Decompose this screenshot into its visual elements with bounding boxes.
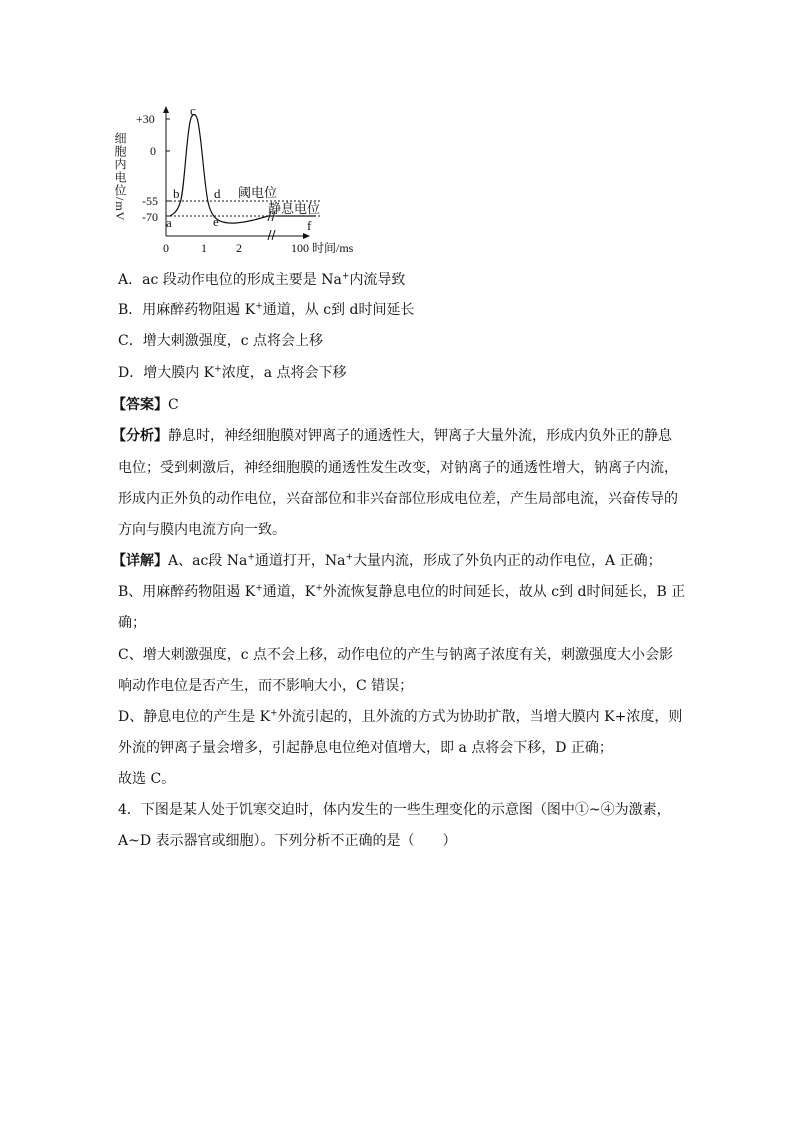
option-text: 浓度，a 点将会下移 xyxy=(221,365,347,381)
action-potential-figure xyxy=(108,102,354,262)
superscript: + xyxy=(247,552,255,563)
detail-text: D、静息电位的产生是 K xyxy=(118,709,271,725)
ytick-label: +30 xyxy=(136,112,155,126)
answer-tag: 【答案】 xyxy=(112,397,168,413)
question-4-line-1: 4．下图是某人处于饥寒交迫时，体内发生的一些生理变化的示意图（图中①~④为激素， xyxy=(118,802,671,818)
superscript: + xyxy=(270,708,278,719)
detail-line-d1 xyxy=(118,707,698,727)
option-letter: D． xyxy=(118,365,144,381)
detail-text: 大量内流，形成了外负内正的动作电位，A 正确； xyxy=(353,553,662,569)
axis-break-mark xyxy=(272,230,275,240)
superscript: + xyxy=(345,552,354,563)
detail-text: A、ac段 Na xyxy=(168,553,248,569)
point-label-d: d xyxy=(214,186,221,201)
xtick-label: 100 xyxy=(291,241,309,255)
option-text: 增大膜内 K xyxy=(143,365,215,381)
superscript: + xyxy=(255,301,263,312)
superscript: + xyxy=(255,583,263,594)
y-axis-label: 细胞内电位/mV xyxy=(113,132,127,222)
detail-line-c1: C、增大刺激强度，c 点不会上移，动作电位的产生与钠离子浓度有关，刺激强度大小会影 xyxy=(118,647,674,663)
superscript: + xyxy=(315,583,323,594)
option-text: ac 段动作电位的形成主要是 Na xyxy=(142,272,342,288)
option-text: 内流导致 xyxy=(349,272,406,288)
analysis-line-2: 电位；受到刺激后，神经细胞膜的通透性发生改变，对钠离子的通透性增大，钠离子内流， xyxy=(118,460,678,476)
superscript: + xyxy=(214,364,222,375)
threshold-label: 阈电位 xyxy=(238,185,278,200)
point-label-e: e xyxy=(213,214,219,229)
detail-line-a xyxy=(112,551,692,571)
option-text: 增大刺激强度，c 点将会上移 xyxy=(142,333,324,349)
question-4-line-2: A~D 表示器官或细胞）。下列分析不正确的是（ ） xyxy=(118,833,457,849)
ytick-label: 0 xyxy=(150,144,156,158)
analysis-line-4: 方向与膜内电流方向一致。 xyxy=(118,522,286,538)
point-label-f: f xyxy=(307,218,312,233)
ytick-label: -55 xyxy=(142,194,158,208)
axis-break-mark xyxy=(268,230,271,240)
detail-conclusion: 故选 C。 xyxy=(118,771,176,787)
detail-line-b-cont: 确； xyxy=(118,615,146,631)
answer-line xyxy=(112,395,692,415)
option-b xyxy=(118,300,698,320)
option-text: 通道，从 c到 d时间延长 xyxy=(262,302,415,318)
detail-line-b xyxy=(118,582,698,602)
detail-text: 外流恢复静息电位的时间延长，故从 c到 d时间延长，B 正 xyxy=(322,584,686,600)
option-letter: B． xyxy=(118,302,143,318)
analysis-text: 静息时，神经细胞膜对钾离子的通透性大，钾离子大量外流，形成内负外正的静息 xyxy=(168,428,672,444)
detail-text: B、用麻醉药物阻遏 K xyxy=(118,584,256,600)
detail-text: 通道，K xyxy=(262,584,316,600)
option-c xyxy=(118,331,698,351)
xtick-label: 1 xyxy=(201,241,207,255)
analysis-line-3: 形成内正外负的动作电位，兴奋部位和非兴奋部位形成电位差，产生局部电流，兴奋传导的 xyxy=(118,491,678,507)
detail-text: 外流引起的，且外流的方式为协助扩散，当增大膜内 K+浓度，则 xyxy=(277,709,683,725)
option-text: 用麻醉药物阻遏 K xyxy=(142,302,256,318)
resting-label: 静息电位 xyxy=(268,201,321,216)
detail-line-c2: 响动作电位是否产生，而不影响大小，C 错误； xyxy=(118,678,414,694)
detail-tag: 【详解】 xyxy=(112,553,168,569)
option-a xyxy=(118,270,698,290)
point-label-a: a xyxy=(166,215,172,230)
y-axis-arrow xyxy=(163,106,169,113)
x-axis-arrow xyxy=(303,233,310,239)
x-axis-label: 时间/ms xyxy=(312,241,354,255)
option-letter: C． xyxy=(118,333,143,349)
answer-value: C xyxy=(168,397,179,413)
point-label-b: b xyxy=(173,186,180,201)
analysis-tag: 【分析】 xyxy=(112,428,168,444)
analysis-line-1 xyxy=(112,426,692,446)
option-letter: A． xyxy=(118,272,143,288)
superscript: + xyxy=(341,271,350,282)
detail-line-d2: 外流的钾离子量会增多，引起静息电位绝对值增大，即 a 点将会下移，D 正确； xyxy=(118,740,613,756)
xtick-label: 2 xyxy=(236,241,242,255)
detail-text: 通道打开，Na xyxy=(254,553,346,569)
ytick-label: -70 xyxy=(142,210,158,224)
xtick-label: 0 xyxy=(163,241,169,255)
point-label-c: c xyxy=(190,103,196,118)
action-potential-chart xyxy=(108,102,354,262)
option-d xyxy=(118,363,698,383)
